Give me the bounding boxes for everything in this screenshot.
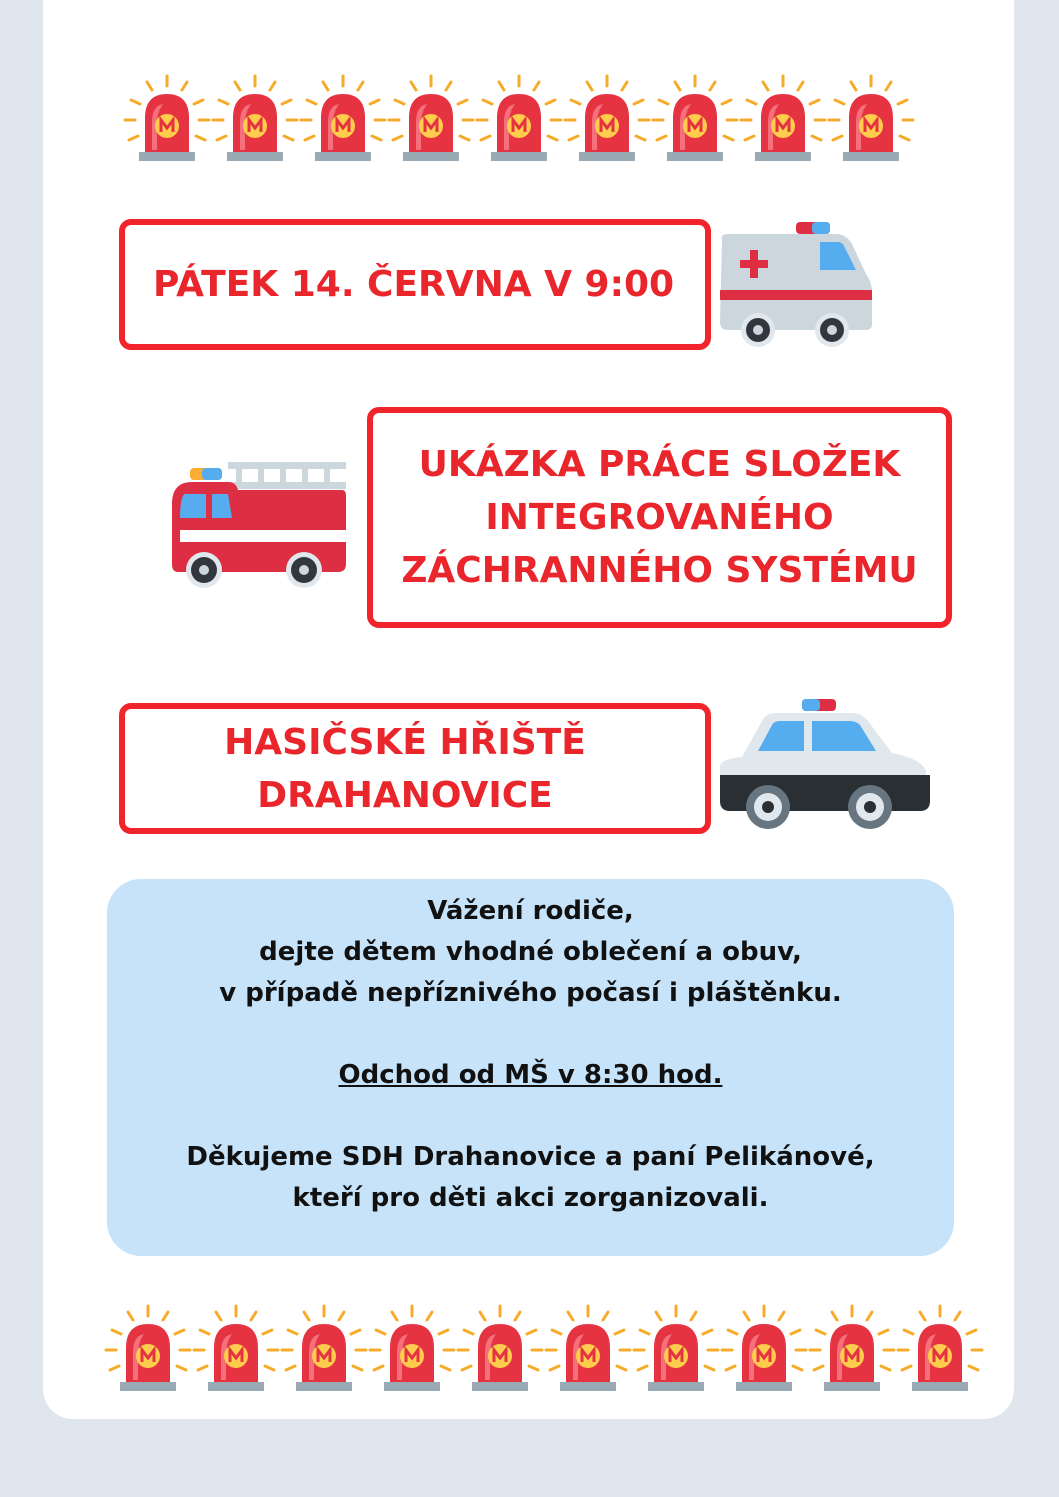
- fire-truck-icon: [170, 460, 348, 592]
- siren-light-icon: [475, 72, 563, 162]
- siren-row-top: [123, 72, 915, 162]
- police-car-icon: [716, 697, 934, 835]
- siren-light-icon: [563, 72, 651, 162]
- siren-light-icon: [456, 1302, 544, 1392]
- siren-light-icon: [544, 1302, 632, 1392]
- siren-light-icon: [896, 1302, 984, 1392]
- date-box: [119, 219, 711, 350]
- departure-time: Odchod od MŠ v 8:30 hod.: [338, 1060, 723, 1090]
- raincoat-line: v případě nepříznivého počasí i pláštěnku.: [219, 978, 842, 1008]
- place-box: [119, 703, 711, 834]
- siren-light-icon: [104, 1302, 192, 1392]
- parents-info-panel: [107, 879, 954, 1256]
- siren-light-icon: [739, 72, 827, 162]
- siren-light-icon: [808, 1302, 896, 1392]
- siren-light-icon: [720, 1302, 808, 1392]
- event-title: UKÁZKA PRÁCE SLOŽEK INTEGROVANÉHO ZÁCHRANNÉHO SYSTÉMU: [401, 444, 918, 591]
- siren-light-icon: [211, 72, 299, 162]
- thanks-line-1: Děkujeme SDH Drahanovice a paní Pelikánové,: [186, 1142, 875, 1172]
- siren-light-icon: [299, 72, 387, 162]
- siren-light-icon: [387, 72, 475, 162]
- siren-row-bottom: [104, 1302, 984, 1392]
- siren-light-icon: [368, 1302, 456, 1392]
- siren-light-icon: [651, 72, 739, 162]
- thanks-line-2: kteří pro děti akci zorganizovali.: [292, 1183, 769, 1213]
- siren-light-icon: [280, 1302, 368, 1392]
- siren-light-icon: [827, 72, 915, 162]
- greeting-line: Vážení rodiče,: [427, 896, 634, 926]
- ambulance-icon: [716, 220, 874, 350]
- event-box: [367, 407, 952, 628]
- clothing-line: dejte dětem vhodné oblečení a obuv,: [259, 937, 802, 967]
- siren-light-icon: [123, 72, 211, 162]
- date-text: PÁTEK 14. ČERVNA V 9:00: [153, 264, 675, 305]
- siren-light-icon: [632, 1302, 720, 1392]
- place-text: HASIČSKÉ HŘIŠTĚ DRAHANOVICE: [224, 721, 586, 816]
- siren-light-icon: [192, 1302, 280, 1392]
